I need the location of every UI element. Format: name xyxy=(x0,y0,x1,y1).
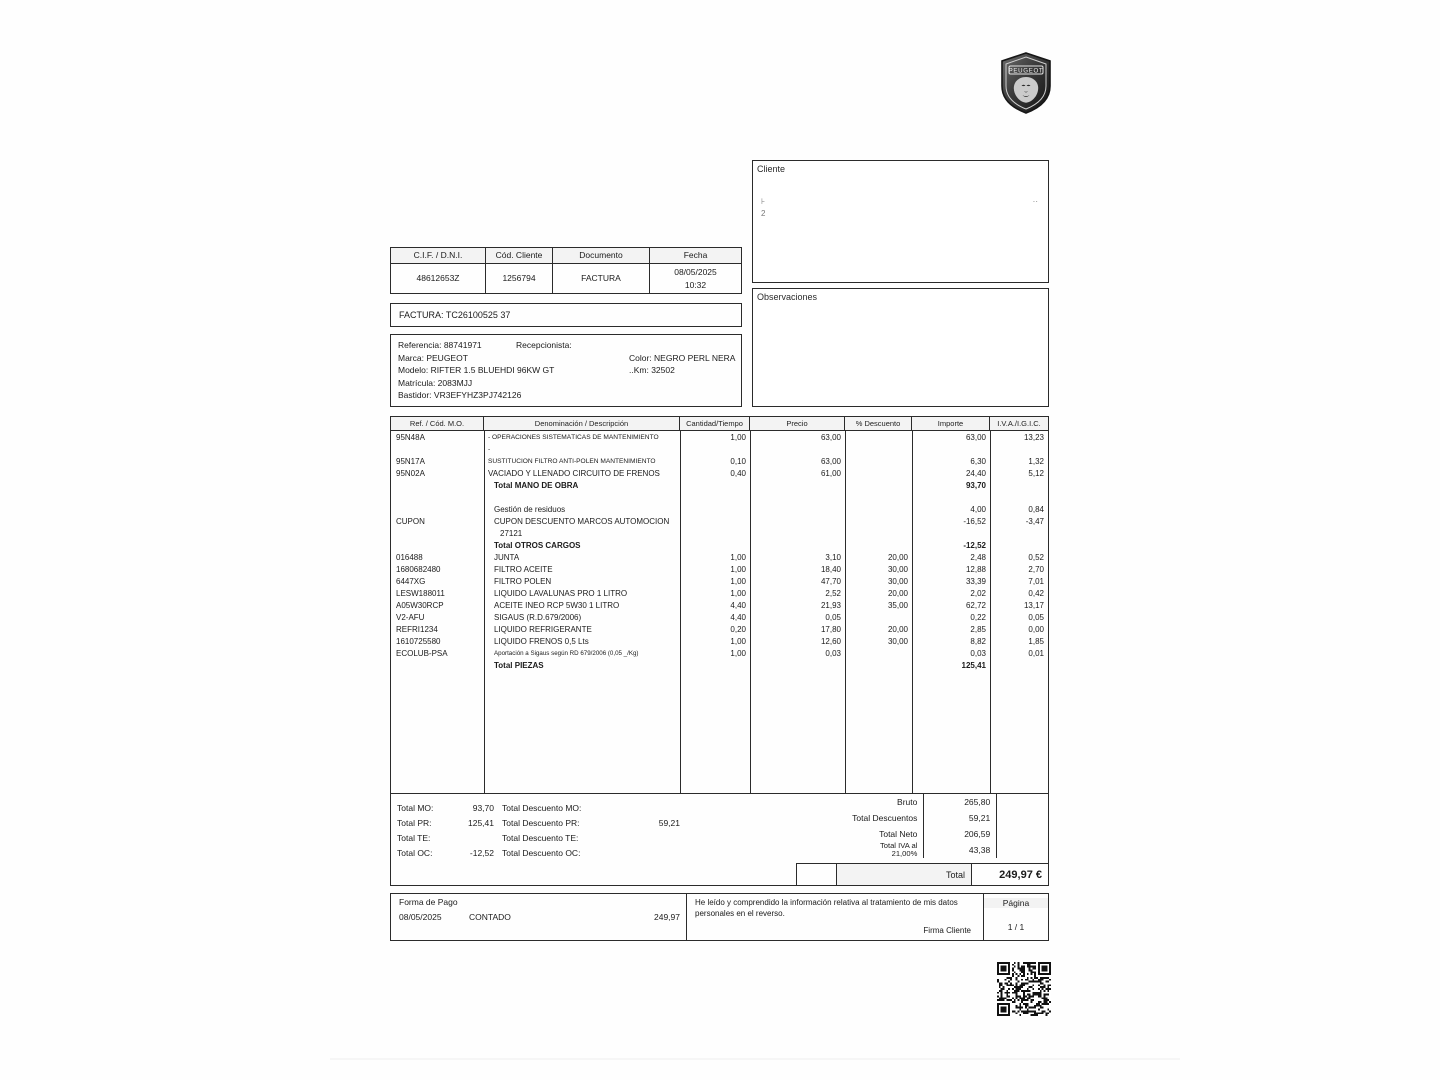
cell-iva: 5,12 xyxy=(1028,468,1044,478)
totals-left xyxy=(391,794,697,860)
cell-discount: 30,00 xyxy=(887,636,908,646)
totals-left-label: Total OC: xyxy=(397,847,433,858)
table-row xyxy=(391,527,1048,539)
col-header-qty: Cantidad/Tiempo xyxy=(680,417,750,430)
cell-description: - OPERACIONES SISTEMÁTICAS DE MANTENIMIENTO xyxy=(488,433,659,441)
cell-amount: 2,02 xyxy=(970,588,986,598)
cell-price: 47,70 xyxy=(820,576,841,586)
totals-right-label: Bruto xyxy=(897,797,918,807)
cliente-line-3: ·· xyxy=(1032,197,1038,206)
cliente-box-title: Cliente xyxy=(757,164,786,174)
vehicle-marca: Marca: PEUGEOT xyxy=(398,352,468,363)
cell-discount: 30,00 xyxy=(887,564,908,574)
vehicle-matricula: Matrícula: 2083MJJ xyxy=(398,377,473,388)
qr-code xyxy=(997,962,1051,1016)
vehicle-color: Color: NEGRO PERL NERA xyxy=(629,352,736,363)
total-final-value: 249,97 € xyxy=(971,864,1048,885)
cell-iva: 0,42 xyxy=(1028,588,1044,598)
totals-right-value: 265,80 xyxy=(923,794,996,810)
cell-description: LIQUIDO LAVALUNAS PRO 1 LITRO xyxy=(494,588,628,598)
table-row xyxy=(391,611,1048,623)
cell-discount: 35,00 xyxy=(887,600,908,610)
cell-iva: 7,01 xyxy=(1028,576,1044,586)
cell-amount: 8,82 xyxy=(970,636,986,646)
totals-right-label-sub: 21,00% xyxy=(891,849,918,858)
totals-left-row xyxy=(397,815,697,830)
totals-right-label: Total Neto xyxy=(879,829,918,839)
pagina-label: Página xyxy=(984,898,1048,908)
cell-ref: ECOLUB-PSA xyxy=(396,648,448,658)
cell-amount: 4,00 xyxy=(970,504,986,514)
scan-artifact-line xyxy=(330,1058,1180,1060)
cell-quantity: 0,10 xyxy=(730,456,746,466)
meta-value-hora: 10:32 xyxy=(684,279,707,290)
cell-amount: 0,22 xyxy=(970,612,986,622)
cell-description: FILTRO ACEITE xyxy=(494,564,553,574)
cliente-line-1: ⊦ xyxy=(761,197,766,206)
table-row xyxy=(391,479,1048,491)
cell-discount: 20,00 xyxy=(887,552,908,562)
table-row xyxy=(391,599,1048,611)
table-row xyxy=(391,587,1048,599)
totals-right-trailing-pad xyxy=(996,826,1048,842)
cell-description: ACEITE INEO RCP 5W30 1 LITRO xyxy=(494,600,620,610)
totals-right-label: Total Descuentos xyxy=(852,813,918,823)
col-header-disc: % Descuento xyxy=(845,417,912,430)
cell-quantity: 0,20 xyxy=(730,624,746,634)
svg-text:PEUGEOT: PEUGEOT xyxy=(1008,67,1044,75)
cell-amount: 0,03 xyxy=(970,648,986,658)
cell-description: JUNTA xyxy=(494,552,520,562)
cell-quantity: 0,40 xyxy=(730,468,746,478)
totals-right-trailing-pad xyxy=(996,810,1048,826)
cell-description: LIQUIDO REFRIGERANTE xyxy=(494,624,592,634)
table-row xyxy=(391,515,1048,527)
cell-price: 3,10 xyxy=(825,552,841,562)
totals-right-row xyxy=(796,810,1048,826)
totals-discount-label: Total Descuento OC: xyxy=(502,847,581,858)
cell-amount: 2,48 xyxy=(970,552,986,562)
cell-ref: REFRI1234 xyxy=(396,624,438,634)
vehicle-row-marca xyxy=(398,352,741,365)
cell-iva: 0,84 xyxy=(1028,504,1044,514)
cell-iva: 0,01 xyxy=(1028,648,1044,658)
col-header-desc: Denominación / Descripción xyxy=(484,417,680,430)
meta-value-documento: FACTURA xyxy=(553,264,650,293)
cell-price: 2,52 xyxy=(825,588,841,598)
totals-right-row xyxy=(796,794,1048,810)
totals-discount-label: Total Descuento TE: xyxy=(502,832,579,843)
totals-left-value: 125,41 xyxy=(468,817,494,828)
totals-right-trailing-pad xyxy=(996,794,1048,810)
cell-price: 0,03 xyxy=(825,648,841,658)
observaciones-box-title: Observaciones xyxy=(757,292,818,302)
col-header-iva: I.V.A./I.G.I.C. xyxy=(997,419,1041,428)
observaciones-box xyxy=(752,288,1049,407)
invoice-footer xyxy=(390,893,1049,941)
cell-description: LIQUIDO FRENOS 0,5 Lts xyxy=(494,636,589,646)
cell-description: SIGAUS (R.D.679/2006) xyxy=(494,612,582,622)
cell-quantity: 1,00 xyxy=(730,636,746,646)
cell-ref: 95N17A xyxy=(396,456,425,466)
cell-iva: 13,17 xyxy=(1023,600,1044,610)
payment-section xyxy=(391,894,687,940)
cell-iva: 0,52 xyxy=(1028,552,1044,562)
meta-header-documento: Documento xyxy=(553,248,650,263)
cell-ref: LESW188011 xyxy=(396,588,445,598)
cell-price: 61,00 xyxy=(820,468,841,478)
vehicle-row-referencia xyxy=(398,339,741,352)
cell-price: 12,60 xyxy=(820,636,841,646)
cell-amount: 2,85 xyxy=(970,624,986,634)
totals-block xyxy=(390,794,1049,886)
totals-right-row xyxy=(796,826,1048,842)
totals-left-label: Total TE: xyxy=(397,832,431,843)
vehicle-referencia: Referencia: 88741971 xyxy=(398,340,482,350)
cell-iva: -3,47 xyxy=(1025,516,1044,526)
cell-price: 63,00 xyxy=(820,456,841,466)
cell-quantity: 1,00 xyxy=(730,576,746,586)
cell-ref: 1680682480 xyxy=(396,564,441,574)
cell-amount: -12,52 xyxy=(963,540,986,550)
table-row xyxy=(391,635,1048,647)
cell-description: Aportación a Sigaus según RD 679/2006 (0,05 _/Kg) xyxy=(494,649,639,657)
line-items-header xyxy=(391,417,1048,431)
total-final-row xyxy=(796,863,1048,885)
cell-price: 63,00 xyxy=(820,432,841,442)
page-number-section xyxy=(984,894,1048,940)
cell-price: 17,80 xyxy=(820,624,841,634)
vehicle-row-matricula xyxy=(398,377,741,390)
payment-row xyxy=(399,912,686,922)
cell-iva: 0,00 xyxy=(1028,624,1044,634)
col-header-ref: Ref. / Cód. M.O. xyxy=(391,417,484,430)
totals-left-label: Total PR: xyxy=(397,817,432,828)
forma-de-pago-label: Forma de Pago xyxy=(399,897,458,907)
cell-iva: 1,85 xyxy=(1028,636,1044,646)
consent-section xyxy=(687,894,984,940)
total-final-label: Total xyxy=(836,864,971,885)
cell-discount: 20,00 xyxy=(887,624,908,634)
cell-ref: 016488 xyxy=(396,552,423,562)
meta-value-fecha-hora xyxy=(650,264,741,293)
cell-ref: 95N48A xyxy=(396,432,425,442)
totals-discount-label: Total Descuento PR: xyxy=(502,817,580,828)
cell-amount: 62,72 xyxy=(965,600,986,610)
totals-right-row xyxy=(796,842,1048,858)
cell-price: 18,40 xyxy=(820,564,841,574)
vehicle-info-box xyxy=(390,334,742,407)
cell-amount: 24,40 xyxy=(965,468,986,478)
cell-ref: V2-AFU xyxy=(396,612,425,622)
peugeot-shield-lion-logo xyxy=(1000,52,1052,114)
cell-description: Total MANO DE OBRA xyxy=(494,480,579,490)
totals-left-label: Total MO: xyxy=(397,802,434,813)
cell-description: FILTRO POLEN xyxy=(494,576,552,586)
table-row xyxy=(391,467,1048,479)
table-row xyxy=(391,647,1048,659)
totals-right-label: Total IVA al 21,00% xyxy=(797,842,923,857)
table-row xyxy=(391,551,1048,563)
cell-description: CUPON DESCUENTO MARCOS AUTOMOCION xyxy=(494,516,670,526)
invoice-number-text: FACTURA: TC26100525 37 xyxy=(399,310,511,320)
totals-right-value: 43,38 xyxy=(923,842,996,858)
totals-discount-value: 59,21 xyxy=(658,817,680,828)
line-items-body xyxy=(391,431,1048,794)
table-row xyxy=(391,431,1048,443)
cell-ref: 95N02A xyxy=(396,468,425,478)
table-row xyxy=(391,455,1048,467)
cell-quantity: 1,00 xyxy=(730,588,746,598)
cliente-line-2: 2 xyxy=(761,209,766,218)
cell-ref: 6447XG xyxy=(396,576,426,586)
vehicle-recepcionista: Recepcionista: xyxy=(516,340,572,350)
meta-value-row xyxy=(391,264,741,293)
table-row xyxy=(391,503,1048,515)
cell-ref: 1610725580 xyxy=(396,636,441,646)
meta-value-cif: 48612653Z xyxy=(391,264,486,293)
totals-discount-label: Total Descuento MO: xyxy=(502,802,582,813)
cell-quantity: 1,00 xyxy=(730,648,746,658)
cell-iva: 13,23 xyxy=(1023,432,1044,442)
cell-description: VACIADO Y LLENADO CIRCUITO DE FRENOS xyxy=(488,468,660,478)
cliente-box xyxy=(752,160,1049,283)
consent-text: He leído y comprendido la información relativa al tratamiento de mis datos personales en el reverso. xyxy=(695,898,958,918)
meta-header-cif: C.I.F. / D.N.I. xyxy=(391,248,486,263)
cell-iva: 1,32 xyxy=(1028,456,1044,466)
meta-header-fecha: Fecha xyxy=(683,250,708,261)
cell-description: Total PIEZAS xyxy=(494,660,544,670)
cell-amount: 63,00 xyxy=(965,432,986,442)
payment-mode: CONTADO xyxy=(469,912,511,922)
table-row xyxy=(391,563,1048,575)
cell-quantity: 4,40 xyxy=(730,612,746,622)
line-items-table xyxy=(390,416,1049,794)
cell-discount: 20,00 xyxy=(887,588,908,598)
cell-discount: 30,00 xyxy=(887,576,908,586)
cell-amount: -16,52 xyxy=(963,516,986,526)
invoice-number-bar xyxy=(390,303,742,327)
totals-left-row xyxy=(397,845,697,860)
meta-value-fecha: 08/05/2025 xyxy=(674,266,717,277)
cell-description: SUSTITUCION FILTRO ANTI-POLEN MANTENIMIENTO xyxy=(488,457,656,465)
table-row xyxy=(391,623,1048,635)
payment-amount: 249,97 xyxy=(654,912,680,922)
totals-left-value: 93,70 xyxy=(472,802,494,813)
pagina-value: 1 / 1 xyxy=(1007,922,1025,932)
cell-description: - xyxy=(488,445,491,453)
meta-value-cod-cliente: 1256794 xyxy=(486,264,553,293)
cell-amount: 33,39 xyxy=(965,576,986,586)
cell-amount: 6,30 xyxy=(970,456,986,466)
cell-quantity: 1,00 xyxy=(730,432,746,442)
cell-quantity: 1,00 xyxy=(730,552,746,562)
cell-amount: 125,41 xyxy=(961,660,986,670)
totals-right-trailing-pad xyxy=(996,842,1048,858)
cell-price: 21,93 xyxy=(820,600,841,610)
cell-price: 0,05 xyxy=(825,612,841,622)
totals-right-value: 206,59 xyxy=(923,826,996,842)
total-final-pad xyxy=(796,864,836,885)
cell-description: Total OTROS CARGOS xyxy=(494,540,581,550)
col-header-amount: Importe xyxy=(912,417,990,430)
cell-description: Gestión de residuos xyxy=(494,504,566,514)
cell-amount: 12,88 xyxy=(965,564,986,574)
totals-left-row xyxy=(397,800,697,815)
vehicle-row-modelo xyxy=(398,364,741,377)
cell-quantity: 1,00 xyxy=(730,564,746,574)
totals-left-row xyxy=(397,830,697,845)
firma-cliente-label: Firma Cliente xyxy=(923,926,971,936)
totals-right-value: 59,21 xyxy=(923,810,996,826)
cell-ref: CUPON xyxy=(396,516,425,526)
totals-left-value: -12,52 xyxy=(469,847,494,858)
totals-right xyxy=(796,794,1048,858)
cell-ref: A05W30RCP xyxy=(396,600,444,610)
meta-header-row xyxy=(391,248,741,264)
cell-iva: 0,05 xyxy=(1028,612,1044,622)
table-row xyxy=(391,659,1048,671)
cell-iva: 2,70 xyxy=(1028,564,1044,574)
vehicle-bastidor: Bastidor: VR3EFYHZ3PJ742126 xyxy=(398,390,522,401)
meta-header-cod-cliente: Cód. Cliente xyxy=(486,248,553,263)
cell-quantity: 4,40 xyxy=(730,600,746,610)
table-row xyxy=(391,575,1048,587)
vehicle-row-bastidor xyxy=(398,389,741,402)
vehicle-km: ..Km: 32502 xyxy=(629,365,675,376)
document-meta-table xyxy=(390,247,742,294)
table-row xyxy=(391,539,1048,551)
col-header-price: Precio xyxy=(750,417,845,430)
cell-description: 27121 xyxy=(500,528,523,538)
payment-date: 08/05/2025 xyxy=(399,912,442,922)
vehicle-modelo: Modelo: RIFTER 1.5 BLUEHDI 96KW GT xyxy=(398,365,555,376)
table-row xyxy=(391,491,1048,503)
cell-amount: 93,70 xyxy=(965,480,986,490)
table-row xyxy=(391,443,1048,455)
